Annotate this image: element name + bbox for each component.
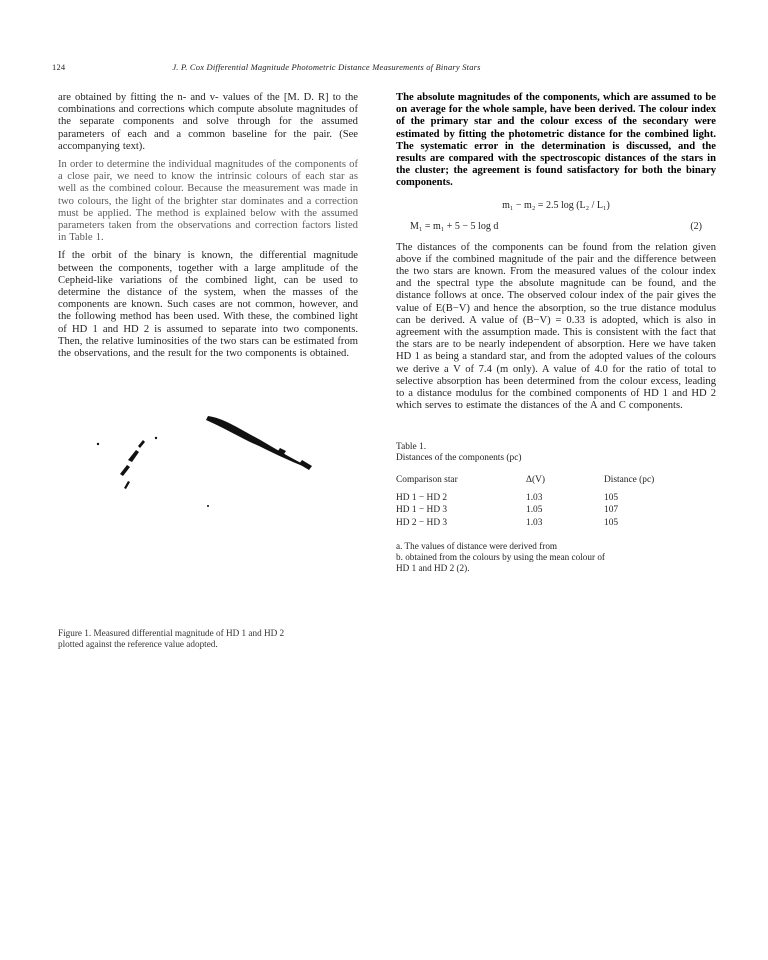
figure-point-2 bbox=[155, 437, 157, 439]
equation-2: M₁ = m₁ + 5 − 5 log d (2) bbox=[410, 220, 702, 232]
table-cell: 1.03 bbox=[526, 492, 543, 503]
table-row bbox=[396, 504, 684, 517]
figure-1-plot bbox=[58, 398, 358, 510]
running-head bbox=[52, 62, 716, 72]
table-label: Table 1. bbox=[396, 442, 427, 453]
section-1-paragraph: In order to determine the individual magnitudes of the components of a close pair, we need to know the intrinsic colours of each star as well as the combined colour. Because the measurement was made in two colours, the light of the brighter star dominates and a correction must be applied. The method is explained below with the assumed parameters taken from the observations and correction factors listed in Table 1. bbox=[58, 159, 358, 244]
figure-point-1 bbox=[97, 443, 99, 445]
table-cell: HD 1 − HD 2 bbox=[396, 492, 448, 503]
figure-point-3 bbox=[207, 505, 209, 507]
figure-1-caption: Figure 1. Measured differential magnitude of HD 1 and HD 2 plotted against the reference value adopted. bbox=[58, 628, 285, 650]
figure-trace-main bbox=[206, 416, 308, 468]
table-cell: 1.05 bbox=[526, 505, 543, 516]
table-1 bbox=[396, 442, 716, 573]
left-column bbox=[58, 92, 358, 650]
table-cell: 107 bbox=[604, 505, 619, 516]
page-number: 124 bbox=[52, 62, 66, 72]
right-column bbox=[396, 92, 716, 573]
intro-paragraph: are obtained by fitting the n- and v- values of the [M. D. R] to the combinations and corrections which compute absolute magnitudes of the separate components and solve through for the assumed parameters of each and a common baseline for the pair. (See accompanying text). bbox=[58, 92, 359, 152]
abstract-paragraph: The absolute magnitudes of the components, which are assumed to be on average for the whole sample, have been derived. The colour index of the primary star and the colour excess of the secondary were estimated by fitting the photometric distance for the combined light. The systematic error in the determination is discussed, and the results are compared with the spectroscopic distances of the stars in the cluster; the agreement is found satisfactory for both the binary components. bbox=[396, 92, 717, 189]
table-cell: 105 bbox=[604, 492, 619, 503]
table-cell: 105 bbox=[604, 517, 619, 528]
table-cell: HD 2 − HD 3 bbox=[396, 517, 448, 528]
table-header-cell: Δ(V) bbox=[526, 475, 546, 486]
table-header-cell: Comparison star bbox=[396, 475, 458, 486]
figure-1 bbox=[58, 398, 358, 510]
table-header-cell: Distance (pc) bbox=[604, 475, 655, 486]
section-2-paragraph: If the orbit of the binary is known, the differential magnitude between the components, together with a large amplitude of the Cepheid-like variations of the combined light, can be used to determine the distance of the system, when the masses of the components are known. Such cases are not common, however, and the following method has been used. With these, the combined light of HD 1 and HD 2 is assumed to separate into two components. Then, the relative luminosities of the two stars can be estimated from the observations, and the result for the two components is obtained. bbox=[58, 250, 359, 360]
table-header-row bbox=[396, 474, 684, 492]
running-title: J. P. Cox Differential Magnitude Photometric Distance Measurements of Binary Stars bbox=[172, 62, 481, 72]
table-row bbox=[396, 517, 684, 530]
table-caption: Distances of the components (pc) bbox=[396, 453, 522, 464]
table-footnotes: a. The values of distance were derived from b. obtained from the colours by using the mean colour of HD 1 and HD 2 (2). bbox=[396, 541, 605, 573]
right-body-paragraph: The distances of the components can be found from the relation given above if the combined magnitude of the pair and the difference between the two stars are known. From the measured values of the colour index and the spectral type the absolute magnitude can be found, and the distance follows at once. The observed colour index of the pair gives the value of E(B−V) and hence the absorption, so the true distance modulus can be derived. A value of (B−V) = 0.33 is adopted, which is also in agreement with the assumption made. This is consistent with the fact that the stars are to be nearly independent of absorption. Here we have taken HD 1 as being a standard star, and from the adopted values of the colours we derive a V of 7.4 (m only). A value of 4.0 for the ratio of total to selective absorption has been determined from the colour excess, leading to a distance modulus for the combined components of HD 1 and HD 2 which serves to estimate the distances of the A and C components. bbox=[396, 241, 717, 412]
figure-trace-tail bbox=[278, 448, 312, 470]
table-row bbox=[396, 492, 684, 505]
figure-trace-left bbox=[120, 440, 145, 489]
table-1-grid bbox=[396, 474, 684, 529]
equation-1: m₁ − m₂ = 2.5 log (L₂ / L₁) bbox=[502, 199, 610, 211]
table-cell: HD 1 − HD 3 bbox=[396, 505, 448, 516]
table-cell: 1.03 bbox=[526, 517, 543, 528]
